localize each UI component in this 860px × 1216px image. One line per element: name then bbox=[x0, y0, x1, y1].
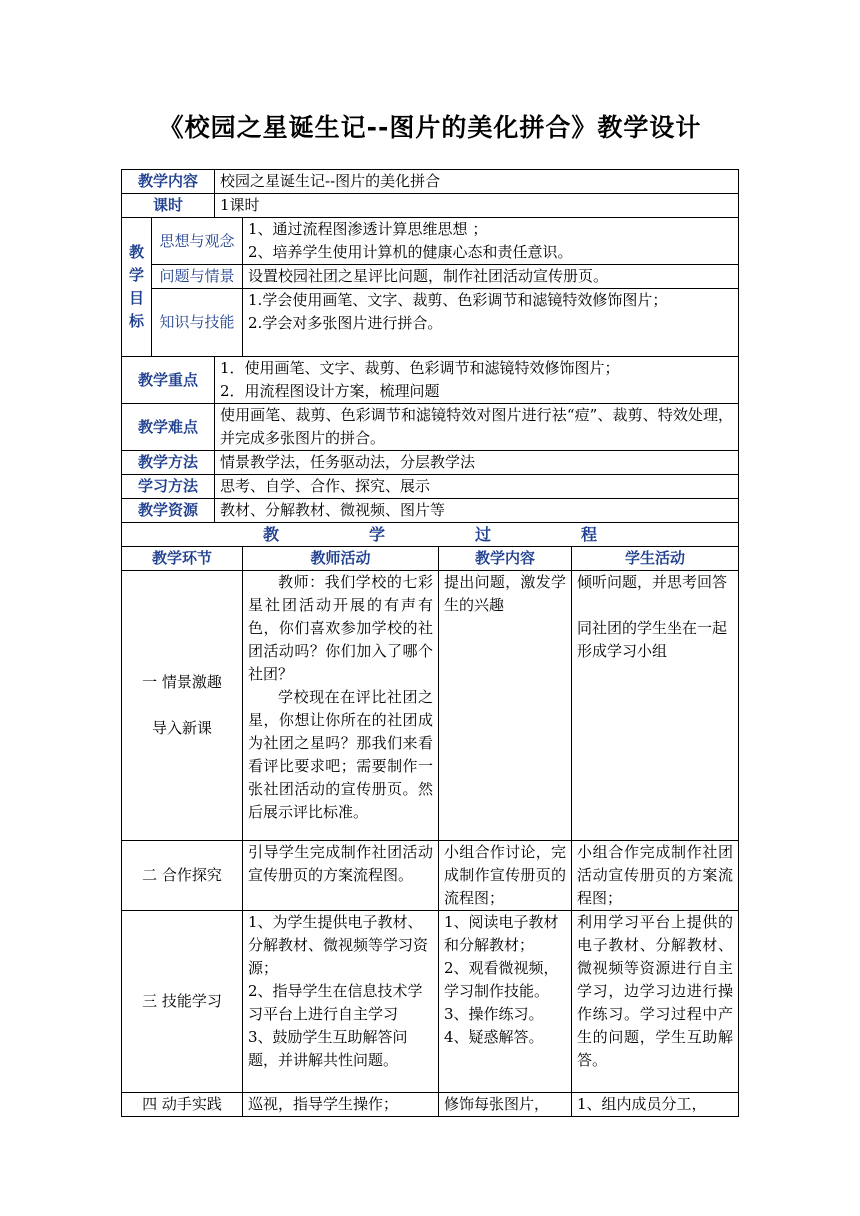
goal-label-ideas: 思想与观念 bbox=[152, 218, 243, 265]
col-header-content: 教学内容 bbox=[439, 547, 572, 571]
row-key bbox=[122, 357, 739, 404]
difficulty-text: 使用画笔、裁剪、色彩调节和滤镜特效对图片进行祛“痘”、裁剪、特效处理，并完成多张图片的拼合。 bbox=[215, 404, 739, 451]
col-header-teacher: 教师活动 bbox=[243, 547, 439, 571]
student-activity-2: 小组合作完成制作社团活动宣传册页的方案流程图； bbox=[572, 841, 739, 911]
stage-2: 二 合作探究 bbox=[122, 841, 243, 911]
teaching-content-3: 1、阅读电子教材和分解教材； 2、观看微视频，学习制作技能。 3、操作练习。 4、疑惑解答。 bbox=[439, 911, 572, 1093]
row-process-heading bbox=[122, 523, 739, 547]
process-row-3 bbox=[122, 911, 739, 1093]
row-content bbox=[122, 170, 739, 194]
stage-1: 一 情景激趣 导入新课 bbox=[122, 571, 243, 841]
student-activity-3: 利用学习平台上提供的电子教材、分解教材、微视频等资源进行自主学习，边学习边进行操作练习。学习过程中产生的问题，学生互助解答。 bbox=[572, 911, 739, 1093]
resource-text: 教材、分解教材、微视频、图片等 bbox=[215, 499, 739, 523]
teacher-activity-4: 巡视，指导学生操作； bbox=[243, 1093, 439, 1117]
row-method bbox=[122, 451, 739, 475]
hours-label: 课时 bbox=[122, 194, 215, 218]
row-goal-3 bbox=[122, 289, 739, 357]
stage-4: 四 动手实践 bbox=[122, 1093, 243, 1117]
teaching-content-2: 小组合作讨论，完成制作宣传册页的流程图； bbox=[439, 841, 572, 911]
process-row-4 bbox=[122, 1093, 739, 1117]
learn-label: 学习方法 bbox=[122, 475, 215, 499]
document-title: 《校园之星诞生记--图片的美化拼合》教学设计 bbox=[158, 113, 702, 142]
goal-text-problem: 设置校园社团之星评比问题，制作社团活动宣传册页。 bbox=[243, 265, 739, 289]
row-difficulty bbox=[122, 404, 739, 451]
teacher-activity-1-para-1: 教师：我们学校的七彩星社团活动开展的有声有色，你们喜欢参加学校的社团活动吗？你们加入了哪个社团？ bbox=[248, 573, 434, 683]
teacher-activity-1 bbox=[243, 571, 439, 841]
content-label: 教学内容 bbox=[122, 170, 215, 194]
teaching-content-1: 提出问题，激发学生的兴趣 bbox=[439, 571, 572, 841]
teacher-activity-1-para-2: 学校现在在评比社团之星，你想让你所在的社团成为社团之星吗？那我们来看看评比要求吧；需要制作一张社团活动的宣传册页。然后展示评比标准。 bbox=[248, 688, 434, 821]
goal-text-skills: 1.学会使用画笔、文字、裁剪、色彩调节和滤镜特效修饰图片； 2.学会对多张图片进行拼合。 bbox=[243, 289, 739, 357]
student-activity-4: 1、组内成员分工， bbox=[572, 1093, 739, 1117]
col-header-stage: 教学环节 bbox=[122, 547, 243, 571]
key-text: 1．使用画笔、文字、裁剪、色彩调节和滤镜特效修饰图片； 2．用流程图设计方案，梳理问题 bbox=[215, 357, 739, 404]
goal-text-ideas: 1、通过流程图渗透计算思维思想 ； 2、培养学生使用计算机的健康心态和责任意识。 bbox=[243, 218, 739, 265]
row-learn bbox=[122, 475, 739, 499]
resource-label: 教学资源 bbox=[122, 499, 215, 523]
row-goal-2 bbox=[122, 265, 739, 289]
learn-text: 思考、自学、合作、探究、展示 bbox=[215, 475, 739, 499]
process-row-2 bbox=[122, 841, 739, 911]
goals-label: 教 学 目 标 bbox=[122, 218, 152, 357]
row-process-columns bbox=[122, 547, 739, 571]
teacher-activity-3: 1、为学生提供电子教材、分解教材、微视频等学习资源； 2、指导学生在信息技术学习平台上进行自主学习 3、鼓励学生互助解答问题，并讲解共性问题。 bbox=[243, 911, 439, 1093]
hours-value: 1课时 bbox=[215, 194, 739, 218]
lesson-plan-table bbox=[121, 169, 739, 1117]
process-heading: 教 学 过 程 bbox=[122, 523, 739, 547]
stage-3: 三 技能学习 bbox=[122, 911, 243, 1093]
content-value: 校园之星诞生记--图片的美化拼合 bbox=[215, 170, 739, 194]
difficulty-label: 教学难点 bbox=[122, 404, 215, 451]
teacher-activity-2: 引导学生完成制作社团活动宣传册页的方案流程图。 bbox=[243, 841, 439, 911]
process-row-1 bbox=[122, 571, 739, 841]
key-label: 教学重点 bbox=[122, 357, 215, 404]
row-resource bbox=[122, 499, 739, 523]
col-header-student: 学生活动 bbox=[572, 547, 739, 571]
row-hours bbox=[122, 194, 739, 218]
row-goal-1 bbox=[122, 218, 739, 265]
method-text: 情景教学法，任务驱动法，分层教学法 bbox=[215, 451, 739, 475]
goal-label-problem: 问题与情景 bbox=[152, 265, 243, 289]
method-label: 教学方法 bbox=[122, 451, 215, 475]
goal-label-skills: 知识与技能 bbox=[152, 289, 243, 357]
student-activity-1: 倾听问题，并思考回答 同社团的学生坐在一起形成学习小组 bbox=[572, 571, 739, 841]
teaching-content-4: 修饰每张图片， bbox=[439, 1093, 572, 1117]
